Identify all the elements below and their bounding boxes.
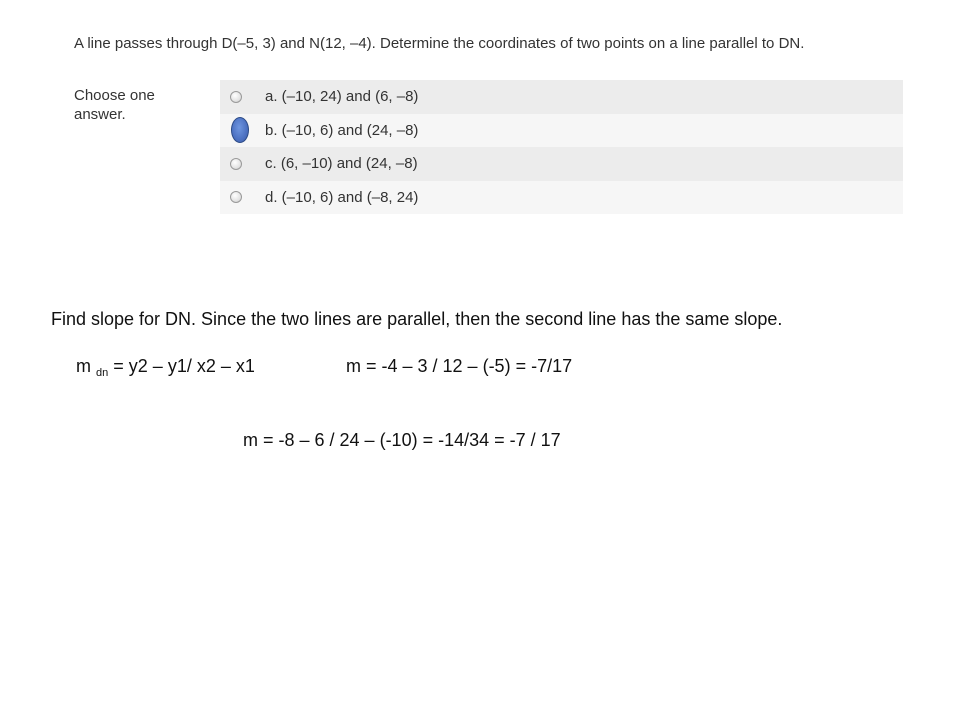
slope-formula-rest: = y2 – y1/ x2 – x1	[113, 356, 255, 376]
answer-label-b: b. (–10, 6) and (24, –8)	[265, 121, 419, 139]
slope-calculation-dn: m = -4 – 3 / 12 – (-5) = -7/17	[346, 356, 573, 376]
slope-formula	[76, 356, 255, 377]
answer-label-d: d. (–10, 6) and (–8, 24)	[265, 188, 419, 206]
answer-label-c: c. (6, –10) and (24, –8)	[265, 155, 418, 173]
answer-option-c[interactable]	[220, 147, 903, 181]
answer-option-b[interactable]	[220, 114, 903, 148]
slope-symbol: m	[76, 356, 91, 376]
question-text: A line passes through D(–5, 3) and N(12, –4). Determine the coordinates of two points on a line parallel to DN.	[74, 35, 805, 52]
answer-option-d[interactable]	[220, 181, 903, 215]
radio-button-d[interactable]	[230, 191, 242, 203]
radio-button-c[interactable]	[230, 158, 242, 170]
answer-label-a: a. (–10, 24) and (6, –8)	[265, 88, 419, 106]
slope-subscript: dn	[96, 367, 109, 379]
radio-button-a[interactable]	[230, 91, 242, 103]
choose-one-label: Choose one answer.	[74, 87, 155, 123]
answer-option-a[interactable]	[220, 80, 903, 114]
radio-button-b-selected[interactable]	[231, 117, 249, 143]
explanation-text: Find slope for DN. Since the two lines are parallel, then the second line has the same slope.	[51, 309, 783, 329]
answer-list	[220, 80, 903, 214]
slope-calculation-answer: m = -8 – 6 / 24 – (-10) = -14/34 = -7 / 17	[243, 430, 561, 450]
